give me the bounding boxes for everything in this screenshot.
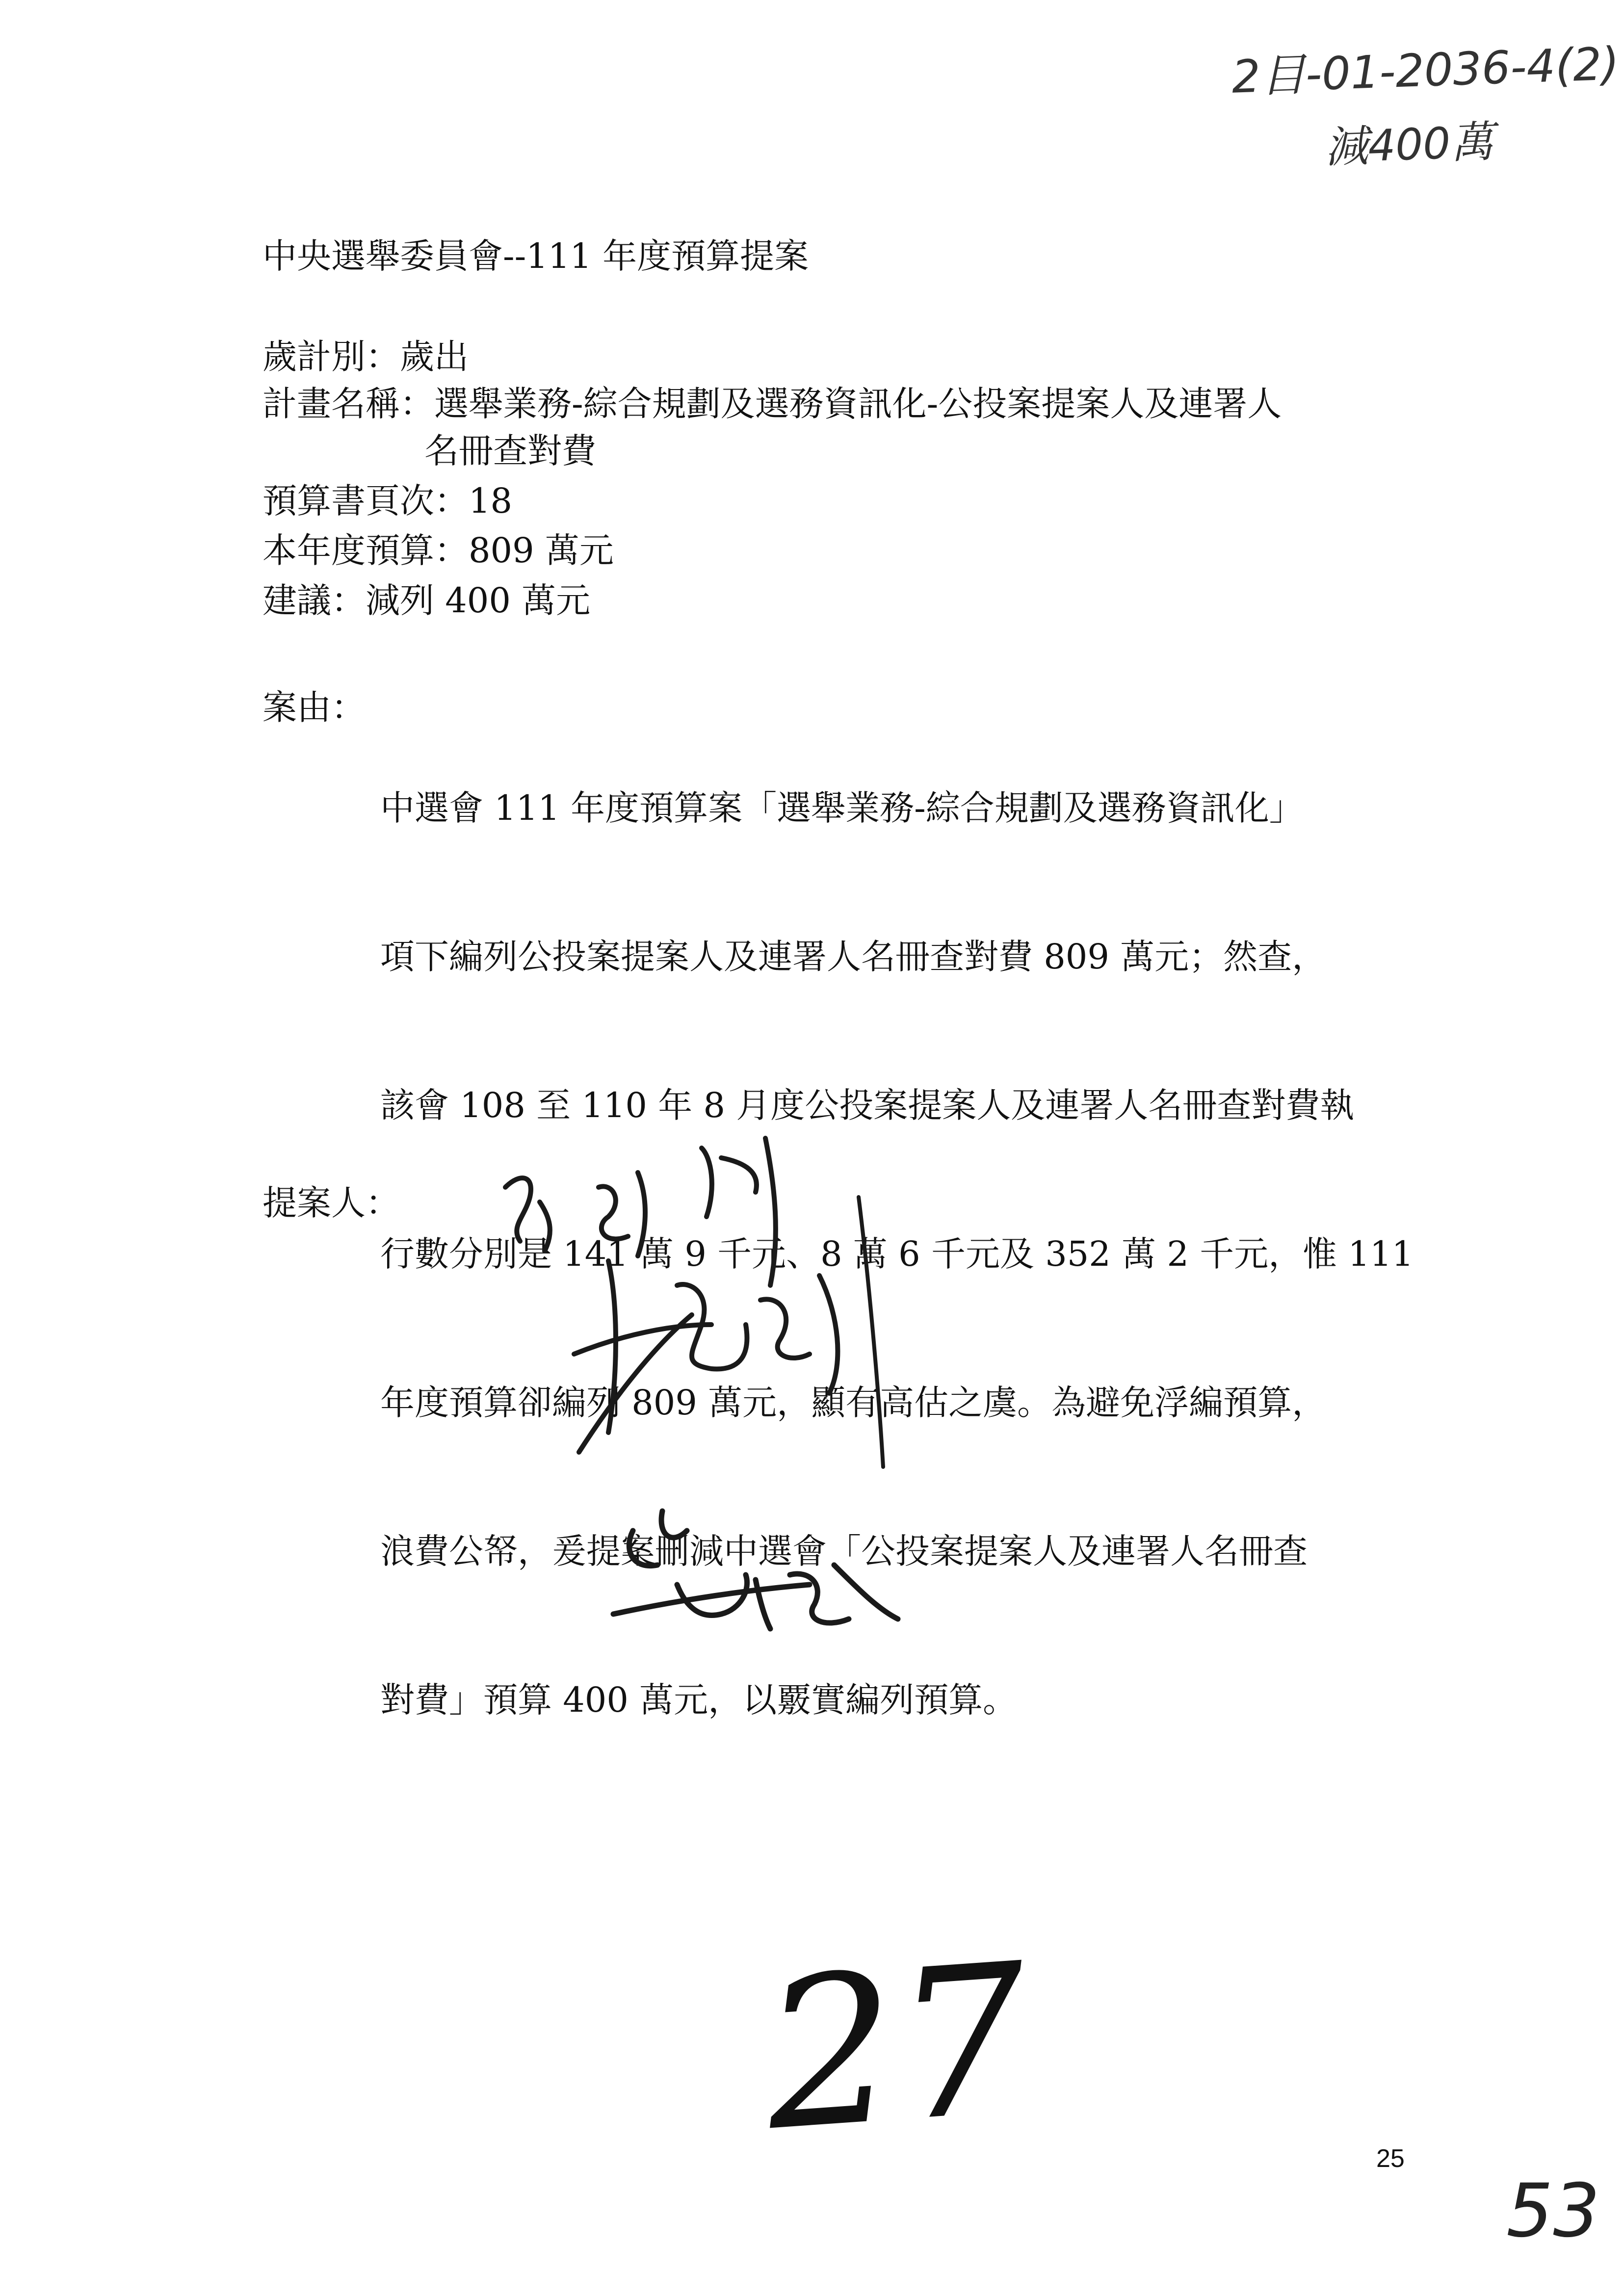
handwritten-reduction-note: 減400萬 [1324, 116, 1494, 173]
reason-line: 項下編列公投案提案人及連署人名冊查對費 809 萬元；然查， [380, 937, 1327, 977]
reason-line: 年度預算卻編列 809 萬元，顯有高估之虞。為避免浮編預算， [380, 1383, 1327, 1423]
signature-icon [603, 1491, 908, 1648]
category-line: 歲計別：歲出 [262, 337, 469, 377]
reason-line: 該會 108 至 110 年 8 月度公投案提案人及連署人名冊查對費執 [380, 1085, 1355, 1125]
reason-label: 案由： [262, 687, 366, 728]
plan-name-line-1: 計畫名稱：選舉業務-綜合規劃及選務資訊化-公投案提案人及連署人 [262, 384, 1282, 424]
document-title: 中央選舉委員會--111 年度預算提案 [262, 236, 809, 276]
handwritten-page-count: 27 [757, 1919, 1036, 2177]
suggestion-line: 建議：減列 400 萬元 [262, 580, 591, 621]
reason-line: 浪費公帑，爰提案刪減中選會「公投案提案人及連署人名冊查 [380, 1531, 1308, 1571]
budget-page-line: 預算書頁次：18 [262, 481, 513, 521]
handwritten-sheet-number: 53 [1506, 2168, 1600, 2254]
handwritten-code: 2目-01-2036-4(2) [1231, 37, 1621, 104]
reason-line: 行數分別是 141 萬 9 千元、8 萬 6 千元及 352 萬 2 千元，惟 111 [380, 1234, 1414, 1274]
reason-line: 對費」預算 400 萬元，以覈實編列預算。 [380, 1680, 1018, 1720]
page-number: 25 [1376, 2144, 1405, 2173]
proposer-label: 提案人： [262, 1183, 400, 1223]
plan-name-line-2: 名冊查對費 [424, 431, 596, 471]
current-budget-line: 本年度預算：809 萬元 [262, 530, 614, 571]
reason-line: 中選會 111 年度預算案「選舉業務-綜合規劃及選務資訊化」 [380, 788, 1304, 828]
signature-icon [564, 1177, 908, 1482]
